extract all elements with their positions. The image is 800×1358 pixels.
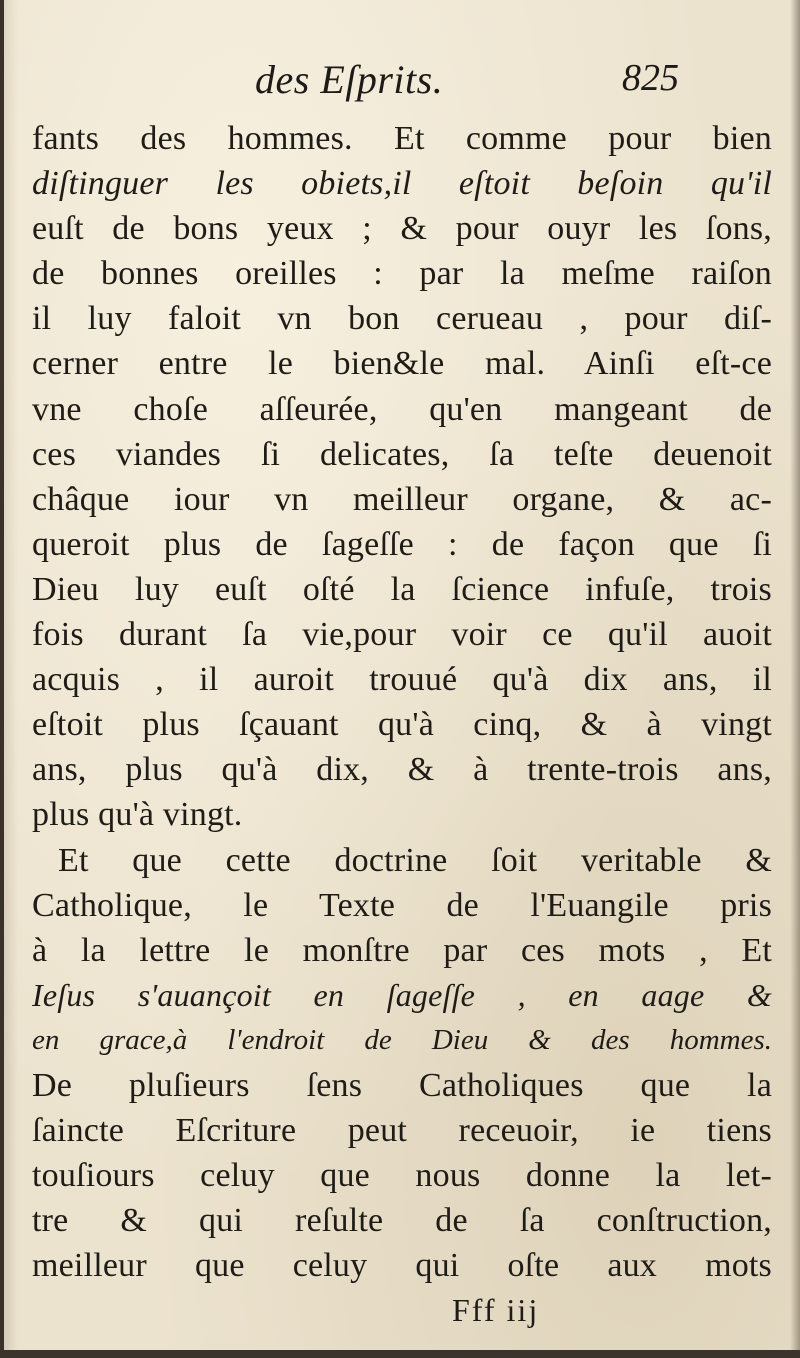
text-line: Catholique, le Texte de l'Euangile pris [32, 886, 772, 924]
text-line: châque iour vn meilleur organe, & ac- [32, 480, 772, 518]
text-line: meilleur que celuy qui oſte aux mots [32, 1247, 772, 1285]
text-line: à la lettre le monſtre par ces mots , Et [32, 931, 772, 969]
running-head [0, 52, 800, 112]
text-line: euſt de bons yeux ; & pour ouyr les ſons, [32, 210, 772, 248]
text-line: diſtinguer les obiets,il eſtoit beſoin qu'il [32, 165, 772, 203]
text-line: ces viandes ſi delicates, ſa teſte deuenoit [32, 435, 772, 473]
text-line: De pluſieurs ſens Catholiques que la [32, 1066, 772, 1104]
page-bottom-edge [0, 1350, 800, 1358]
body-text [32, 116, 772, 1288]
text-line: acquis , il auroit trouué qu'à dix ans, il [32, 661, 772, 699]
text-line: queroit plus de ſageſſe : de façon que ſi [32, 525, 772, 563]
text-line: de bonnes oreilles : par la meſme raiſon [32, 255, 772, 293]
text-line: fants des hommes. Et comme pour bien [32, 120, 772, 157]
text-line: vne choſe aſſeurée, qu'en mangeant de [32, 390, 772, 428]
text-line: tre & qui reſulte de ſa conſtruction, [32, 1202, 772, 1240]
text-line: fois durant ſa vie,pour voir ce qu'il auoit [32, 616, 772, 654]
paragraph-start-line: Et que cette doctrine ſoit veritable & [58, 841, 772, 879]
page-number: 825 [622, 57, 679, 99]
running-head-title: des Eſprits. [255, 57, 444, 102]
text-line: Dieu luy euſt oſté la ſcience infuſe, trois [32, 570, 772, 608]
text-line: cerner entre le bien&le mal. Ainſi eſt-ce [32, 345, 772, 383]
scripture-quote-line: en grace,à l'endroit de Dieu & des hommes. [32, 1023, 772, 1056]
text-line: plus qu'à vingt. [32, 796, 243, 834]
signature-line [0, 1292, 800, 1340]
text-line: touſiours celuy que nous donne la let- [32, 1157, 772, 1195]
text-line: il luy faloit vn bon cerueau , pour diſ- [32, 300, 772, 338]
page-gutter-edge [0, 0, 4, 1358]
text-line: ſaincte Eſcriture peut receuoir, ie tiens [32, 1112, 772, 1150]
text-line: ans, plus qu'à dix, & à trente-trois ans, [32, 751, 772, 789]
text-line: eſtoit plus ſçauant qu'à cinq, & à vingt [32, 706, 772, 744]
scripture-quote-line: Ieſus s'auançoit en ſageſſe , en aage & [32, 976, 772, 1013]
signature-mark: Fff iij [452, 1292, 540, 1328]
